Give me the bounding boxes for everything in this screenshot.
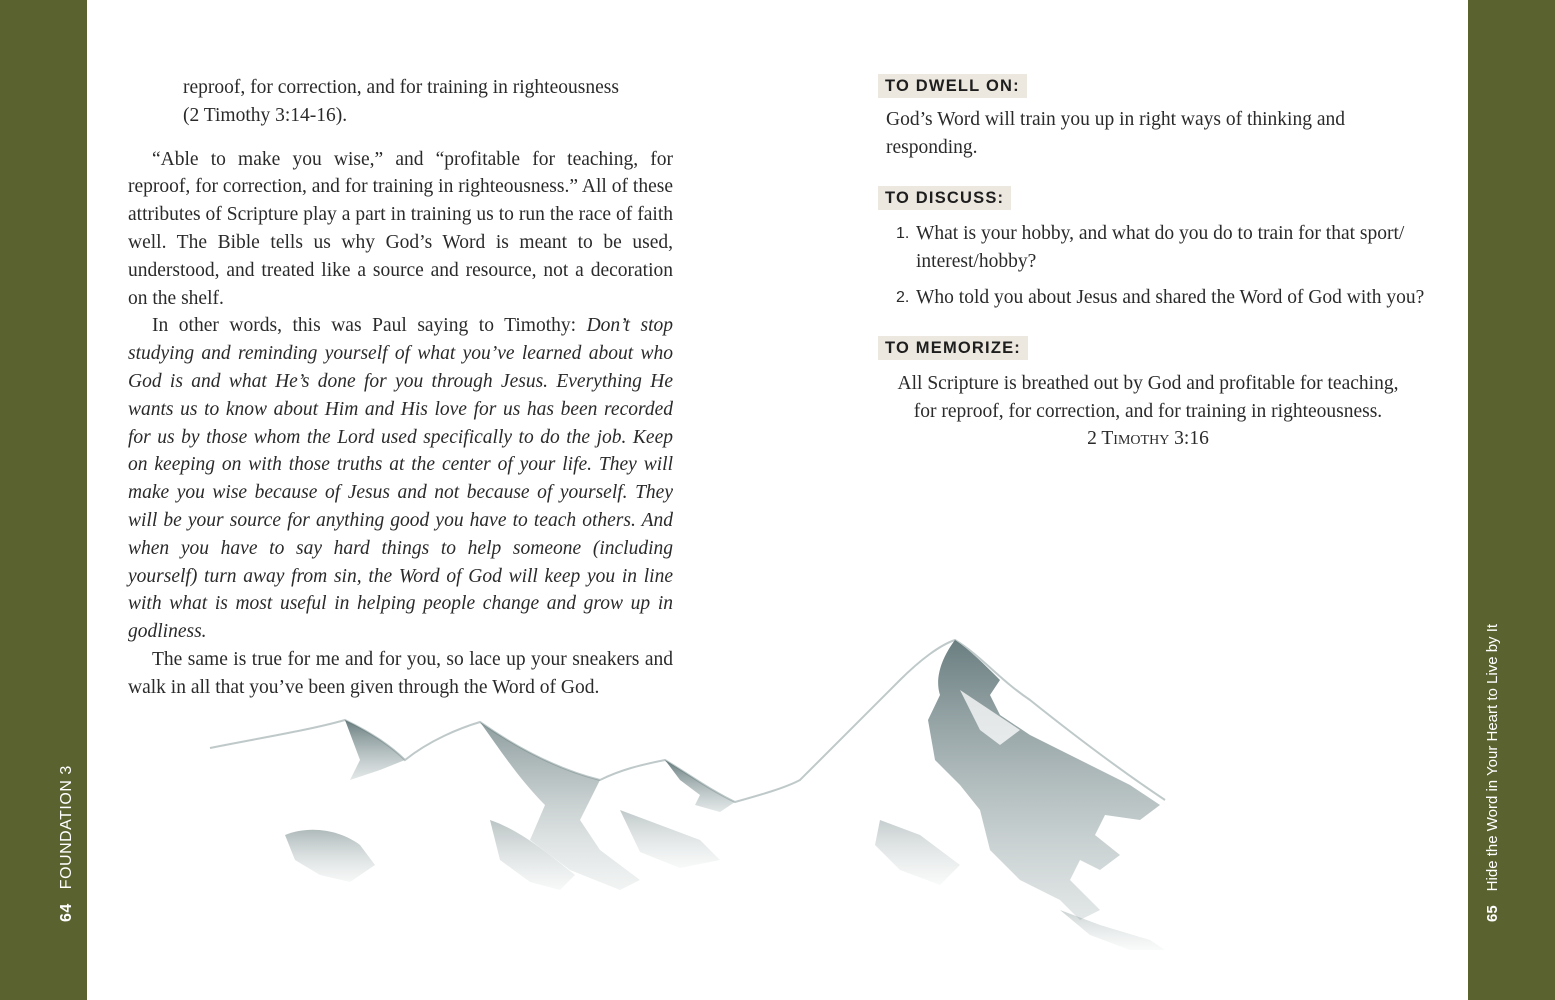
left-running-head <box>58 765 76 922</box>
right-margin-band <box>1468 0 1555 1000</box>
left-section-title: FOUNDATION 3 <box>58 765 75 890</box>
list-item-text: What is your hobby, and what do you do to train for that sport/ interest/hobby? <box>916 223 1405 272</box>
dwell-section <box>878 74 1438 162</box>
watercolor-mountains-illustration <box>200 620 1180 960</box>
right-book-title: Hide the Word in Your Heart to Live by It <box>1484 623 1501 892</box>
paragraph-2-italic: Don’t stop studying and reminding yourself of what you’ve learned about who God is and what He’s done for you through Jesus. Everything He wants us to know about Him and His love for us has been recorded for us by those whom the Lord used specifically to do the job. Keep on keeping on with those truths at the center of your life. They will make you wise because of Jesus and not because of yourself. They will be your source for anything good you have to teach others. And when you have to say hard things to help someone (including yourself) turn away from sin, the Word of God will keep you in line with what is most useful in helping people change and grow up in godliness. <box>128 315 673 643</box>
quote-line-2: (2 Timothy 3:14-16). <box>183 104 348 126</box>
paragraph-2-intro: In other words, this was Paul saying to Timothy: <box>152 315 587 337</box>
quote-line-1: reproof, for correction, and for training in righteousness <box>183 77 619 98</box>
list-item-number: 1. <box>896 225 910 242</box>
memory-verse-reference: 2 Timothy 3:16 <box>1087 428 1209 449</box>
dwell-text: God’s Word will train you up in right ways of thinking and responding. <box>886 109 1345 158</box>
paragraph-1: “Able to make you wise,” and “profitable for teaching, for reproof, for correction, and for training in righteousness.” All of these attributes of Scripture play a part in training us to run the race of faith well. The Bible tells us why God’s Word is meant to be used, understood, and treated like a source and resource, not a decoration on the shelf. <box>128 148 673 309</box>
list-item-number: 2. <box>896 289 910 306</box>
left-page-body <box>128 74 673 702</box>
discuss-section <box>878 186 1438 312</box>
memory-verse-line-1: All Scripture is breathed out by God and profitable for teaching, <box>897 373 1399 394</box>
memorize-section <box>878 336 1438 453</box>
discuss-list <box>878 220 1438 312</box>
memory-verse <box>878 370 1438 453</box>
left-page-number: 64 <box>58 903 75 922</box>
memory-verse-line-2: for reproof, for correction, and for training in righteousness. <box>913 400 1383 422</box>
memorize-label: TO MEMORIZE: <box>878 336 1028 360</box>
scripture-quote <box>128 74 673 130</box>
list-item <box>878 220 1438 276</box>
list-item-text: Who told you about Jesus and shared the Word of God with you? <box>916 287 1425 308</box>
paragraph-3: The same is true for me and for you, so lace up your sneakers and walk in all that you’ve been given through the Word of God. <box>128 648 673 698</box>
paragraph-2 <box>128 312 673 646</box>
right-running-head <box>1484 624 1501 922</box>
right-page-number: 65 <box>1484 905 1501 922</box>
list-item <box>878 284 1438 312</box>
discuss-label: TO DISCUSS: <box>878 186 1011 210</box>
right-page-body <box>878 74 1438 453</box>
dwell-label: TO DWELL ON: <box>878 74 1027 98</box>
